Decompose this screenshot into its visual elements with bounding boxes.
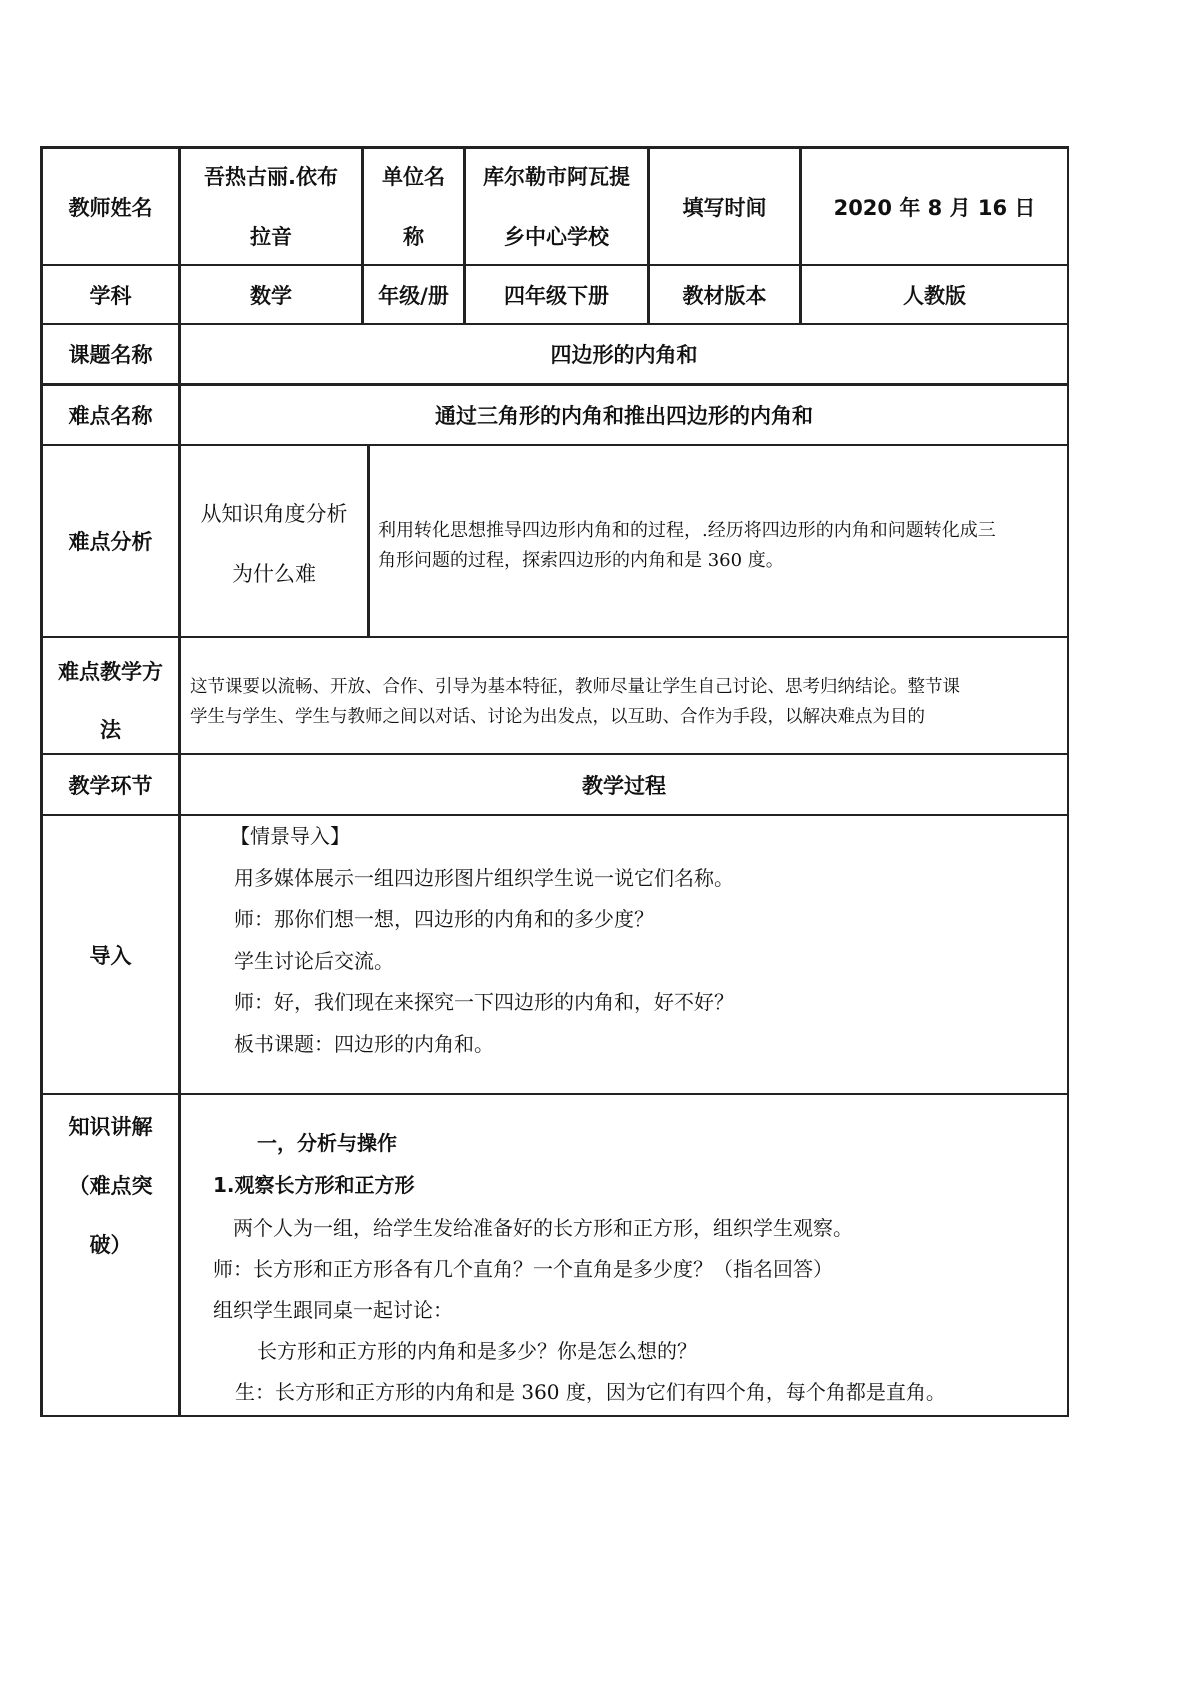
- process-header-value: 教学过程: [582, 773, 666, 798]
- intro-line: 【情景导入】: [230, 824, 350, 848]
- topic-label: 课题名称: [68, 343, 153, 367]
- unit-value: 库尔勒市阿瓦提 乡中心学校: [483, 165, 630, 249]
- difficulty-value: 通过三角形的内角和推出四边形的内角和: [435, 404, 813, 428]
- knowledge-line: 师：长方形和正方形各有几个直角？一个直角是多少度？（指名回答）: [213, 1257, 833, 1281]
- teacher-name-label: 教师姓名: [68, 195, 153, 220]
- knowledge-line: 生：长方形和正方形的内角和是 360 度，因为它们有四个角，每个角都是直角。: [235, 1380, 946, 1404]
- analysis-label: 难点分析: [68, 530, 153, 554]
- grade-label: 年级/册: [378, 283, 449, 308]
- topic-value: 四边形的内角和: [550, 343, 698, 367]
- knowledge-label: 知识讲解 （难点突 破）: [68, 1115, 153, 1257]
- unit-label: 单位名 称: [382, 165, 445, 249]
- method-label: 难点教学方 法: [58, 660, 163, 742]
- intro-line: 学生讨论后交流。: [234, 948, 394, 973]
- subject-value: 数学: [250, 283, 292, 308]
- knowledge-content: [181, 1095, 1067, 1415]
- textbook-label: 教材版本: [682, 283, 767, 308]
- fill-time-value: 2020 年 8 月 16 日: [833, 195, 1036, 220]
- intro-line: 师：好，我们现在来探究一下四边形的内角和，好不好？: [234, 990, 734, 1014]
- intro-label: 导入: [89, 943, 132, 968]
- subject-label: 学科: [89, 283, 132, 308]
- fill-time-label: 填写时间: [682, 195, 767, 220]
- textbook-value: 人教版: [903, 283, 966, 308]
- knowledge-line: 两个人为一组，给学生发给准备好的长方形和正方形，组织学生观察。: [233, 1216, 853, 1240]
- grade-value: 四年级下册: [504, 283, 609, 308]
- intro-line: 用多媒体展示一组四边形图片组织学生说一说它们名称。: [234, 865, 734, 890]
- method-text: 这节课要以流畅、开放、合作、引导为基本特征，教师尽量让学生自己讨论、思考归纳结论。整节课 学生与学生、学生与教师之间以对话、讨论为出发点，以互助、合作为手段，以解决难点为目的: [190, 677, 960, 727]
- knowledge-line: 长方形和正方形的内角和是多少？你是怎么想的？: [257, 1339, 697, 1363]
- difficulty-label: 难点名称: [68, 404, 153, 428]
- analysis-text: 利用转化思想推导四边形内角和的过程，.经历将四边形的内角和问题转化成三 角形问题的过程，探索四边形的内角和是 360 度。: [378, 520, 996, 571]
- intro-line: 师：那你们想一想，四边形的内角和的多少度？: [234, 907, 654, 931]
- analysis-sub-label: 从知识角度分析 为什么难: [200, 502, 348, 586]
- knowledge-heading-2: 1.观察长方形和正方形: [213, 1173, 415, 1197]
- knowledge-line: 组织学生跟同桌一起讨论：: [213, 1298, 453, 1322]
- process-step-label: 教学环节: [68, 773, 153, 798]
- knowledge-heading-1: 一，分析与操作: [257, 1131, 397, 1155]
- teacher-name-value: 吾热古丽.依布 拉音: [204, 165, 338, 249]
- intro-content: [230, 816, 1064, 1065]
- intro-line: 板书课题：四边形的内角和。: [234, 1031, 494, 1056]
